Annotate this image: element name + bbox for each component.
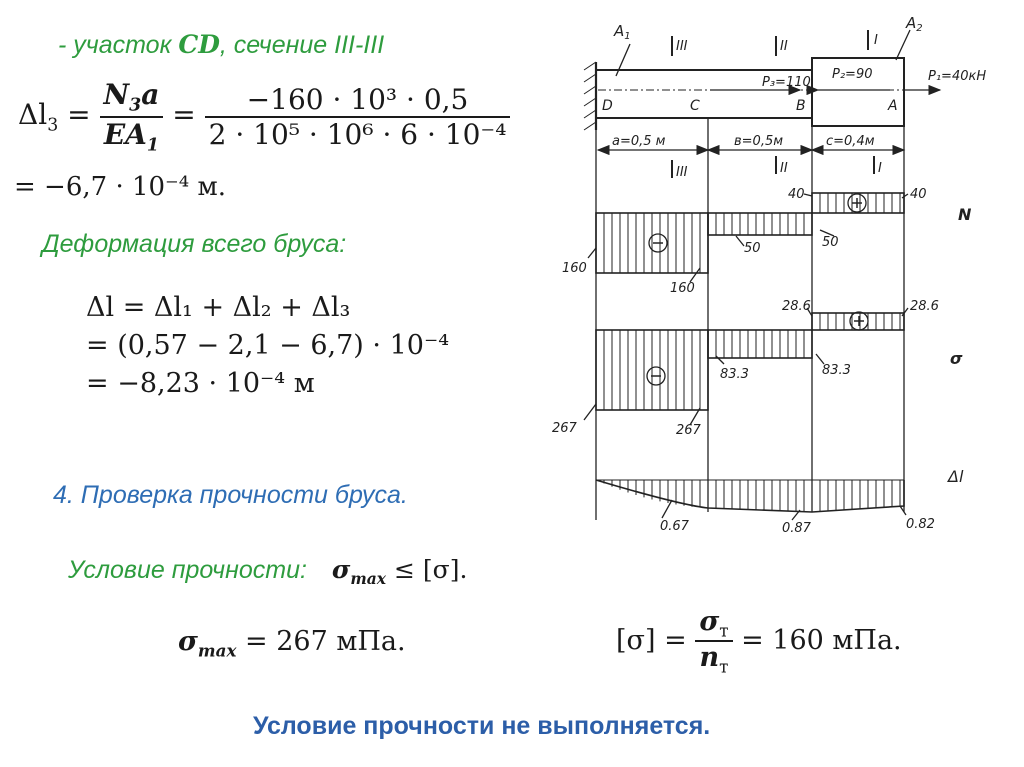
formula-dl3: $\Delta l_3$ = $\frac{N_3a}{EA_1}$ = $\frac{\text{−160 · 10³ · 0,5}}{\text{2 · 10⁵ · 10⁶ · 6 · 10⁻⁴}}$ <box>18 78 510 155</box>
N-label-160-right: 160 <box>670 281 695 296</box>
point-B: B <box>796 98 806 114</box>
formula-dl3-symbolic-fraction: $\frac{N_3a}{EA_1}$ <box>100 78 164 155</box>
formula-total-line1: Δl = Δl₁ + Δl₂ + Δl₃ <box>86 292 351 323</box>
check-title: 4. Проверка прочности бруса. <box>53 481 408 509</box>
conclusion-text: Условие прочности не выполняется. <box>253 712 711 740</box>
section-II-bottom: II <box>780 161 788 176</box>
dl-label-0.67: 0.67 <box>660 519 689 534</box>
N-label-160-left: 160 <box>562 261 587 276</box>
N-label-40-left: 40 <box>788 187 805 202</box>
dim-c: c=0,4м <box>826 134 875 149</box>
diagram-N-title: N <box>958 205 972 224</box>
formula-dl3-result: = −6,7 · 10⁻⁴ м. <box>14 172 226 202</box>
dim-a: a=0,5 м <box>612 134 666 149</box>
sigma-label-83.3-left: 83.3 <box>720 367 749 382</box>
formula-total-line2: = (0,57 − 2,1 − 6,7) · 10⁻⁴ <box>86 330 450 361</box>
N-label-50-left: 50 <box>744 241 761 256</box>
force-P1: P₁=40кН <box>928 69 987 84</box>
sigma-label-28.6-left: 28.6 <box>782 299 811 314</box>
sigma-label-267-left: 267 <box>552 421 577 436</box>
allowable-stress: [σ] = $\frac{\sigma_т}{n_т}$ = 160 мПа. <box>616 606 902 677</box>
sigma-label-28.6-right: 28.6 <box>910 299 939 314</box>
sigma-max-value: $\sigma_{max} = 267$ мПа. <box>178 626 406 661</box>
label-A2: $A_2$ <box>906 14 923 34</box>
section-II-top: II <box>780 39 788 54</box>
diagram-dl-title: Δl <box>948 467 964 486</box>
section-III-top: III <box>676 39 688 54</box>
formula-total-line3: = −8,23 · 10⁻⁴ м <box>86 368 315 399</box>
section-I-bottom: I <box>878 161 882 176</box>
force-P3: P₃=110 <box>762 75 811 90</box>
dl-label-0.82: 0.82 <box>906 517 935 532</box>
label-A1: $A_1$ <box>614 22 631 42</box>
section-I-top: I <box>874 33 878 48</box>
formula-dl3-numeric-fraction: $\frac{\text{−160 · 10³ · 0,5}}{\text{2 · 10⁵ · 10⁶ · 6 · 10⁻⁴}}$ <box>205 83 511 151</box>
formula-dl3-lhs: $\Delta l_3$ <box>18 98 59 136</box>
sigma-label-267-right: 267 <box>676 423 701 438</box>
point-C: C <box>690 98 700 114</box>
deformation-title: Деформация всего бруса: <box>42 230 347 258</box>
point-D: D <box>602 98 613 114</box>
force-P2: P₂=90 <box>832 67 873 82</box>
sigma-label-83.3-right: 83.3 <box>822 363 851 378</box>
point-A: A <box>888 98 898 114</box>
section-III-bottom: III <box>676 165 688 180</box>
N-label-40-right: 40 <box>910 187 927 202</box>
section-heading: - участок CD, сечение III-III <box>58 30 385 59</box>
dim-b: в=0,5м <box>734 134 784 149</box>
N-label-50-right: 50 <box>822 235 839 250</box>
strength-condition: Условие прочности: $\sigma_{max} \le [\sigma]$. <box>68 555 468 588</box>
diagram-sigma-title: σ <box>950 349 963 368</box>
dl-label-0.87: 0.87 <box>782 521 811 536</box>
